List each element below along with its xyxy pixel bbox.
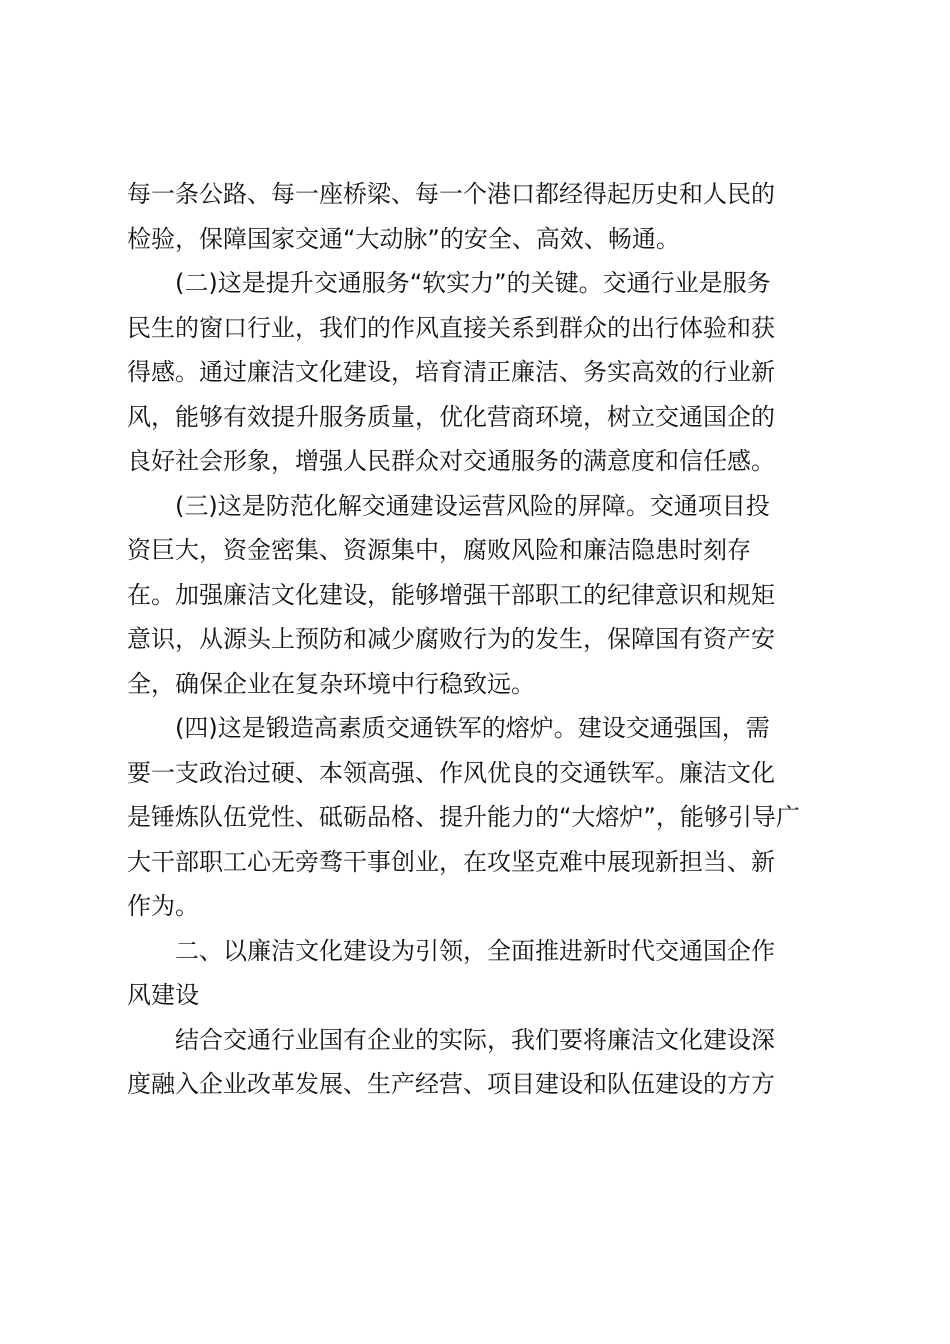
text-line-1: 每一条公路、每一座桥梁、每一个港口都经得起历史和人民的 [127,180,775,208]
text-line-11: 意识，从源头上预防和减少腐败行为的发生，保障国有资产安 [127,625,775,653]
text-line-17: 作为。 [127,892,199,920]
text-line-6: 风，能够有效提升服务质量，优化营商环境，树立交通国企的 [127,402,775,431]
section-heading: 二、以廉洁文化建设为引领，全面推进新时代交通国企作 [175,936,775,965]
text-line-14: 要一支政治过硬、本领高强、作风优良的交通铁军。廉洁文化 [127,758,775,787]
document-body [127,172,827,1107]
text-line-5: 得感。通过廉洁文化建设，培育清正廉洁、务实高效的行业新 [127,358,775,386]
text-line-15: 是锤炼队伍党性、砥砺品格、提升能力的“大熔炉”，能够引导广 [127,803,800,831]
paragraph-4-start: (四)这是锻造高素质交通铁军的熔炉。建设交通强国，需 [175,714,770,742]
text-line-9: 资巨大，资金密集、资源集中，腐败风险和廉洁隐患时刻存 [127,536,751,564]
paragraph-3-start: (三)这是防范化解交通建设运营风险的屏障。交通项目投 [175,491,770,520]
text-line-21: 度融入企业改革发展、生产经营、项目建设和队伍建设的方方 [127,1070,775,1098]
text-line-7: 良好社会形象，增强人民群众对交通服务的满意度和信任感。 [127,447,775,475]
text-line-4: 民生的窗口行业，我们的作风直接关系到群众的出行体验和获 [127,313,775,342]
section-heading-cont: 风建设 [127,981,199,1009]
paragraph-2-start: (二)这是提升交通服务“软实力”的关键。交通行业是服务 [175,269,771,297]
paragraph-5-start: 结合交通行业国有企业的实际，我们要将廉洁文化建设深 [175,1025,775,1054]
text-line-2: 检验，保障国家交通“大动脉”的安全、高效、畅通。 [127,224,680,253]
text-line-10: 在。加强廉洁文化建设，能够增强干部职工的纪律意识和规矩 [127,580,775,609]
text-line-12: 全，确保企业在复杂环境中行稳致远。 [127,669,535,698]
text-line-16: 大干部职工心无旁骛干事创业，在攻坚克难中展现新担当、新 [127,847,775,876]
